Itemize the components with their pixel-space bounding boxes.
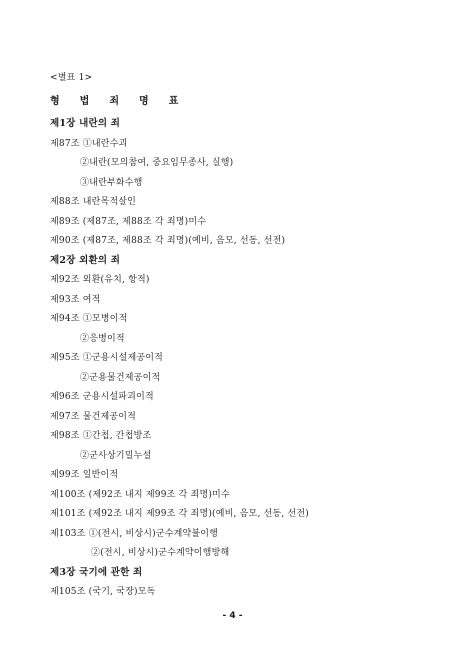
appendix-label: <별표 1>: [50, 73, 93, 83]
title-char: 형: [50, 96, 60, 107]
article-line: 제94조 ①모병이적: [50, 314, 128, 324]
title-char: 죄: [109, 96, 120, 107]
title-char: 법: [79, 96, 90, 107]
chapter-heading: 제3장 국기에 관한 죄: [50, 566, 143, 578]
article-line: ②내란(모의참여, 중요임무종사, 실행): [80, 158, 234, 168]
article-line: ③내란부화수행: [80, 177, 143, 188]
title-char: 명: [139, 96, 149, 107]
article-line: 제89조 (제87조, 제88조 각 죄명)미수: [50, 216, 207, 227]
article-line: ②군용물건제공이적: [80, 372, 161, 383]
article-line: ②군사상기밀누설: [80, 450, 152, 461]
article-line: 제88조 내란목적살인: [50, 197, 137, 207]
article-line: 제97조 물건제공이적: [50, 411, 137, 422]
article-line: ②응병이적: [80, 333, 125, 344]
article-line: 제93조 여적: [50, 294, 101, 305]
article-line: 제105조 (국기, 국장)모독: [50, 587, 156, 597]
article-line: 제101조 (제92조 내지 제99조 각 죄명)(예비, 음모, 선동, 선전): [50, 509, 309, 519]
chapter-heading: 제2장 외환의 죄: [50, 254, 121, 266]
article-line: 제98조 ①간첩, 간첩방조: [50, 431, 152, 441]
article-line: 제99조 일반이적: [50, 470, 119, 480]
document-title: [50, 96, 198, 108]
article-line: 제100조 (제92조 내지 제99조 각 죄명)미수: [50, 489, 230, 500]
article-line: ②(전시, 비상시)군수계약이행방해: [91, 548, 230, 558]
title-char: 표: [168, 96, 179, 107]
article-line: 제103조 ①(전시, 비상시)군수계약불이행: [50, 528, 219, 539]
article-line: 제96조 군용시설파괴이적: [50, 392, 154, 402]
article-line: 제95조 ①군용시설제공이적: [50, 353, 164, 363]
article-line: 제92조 외환(유치, 항적): [50, 275, 150, 285]
page-number: - 4 -: [222, 611, 243, 621]
chapter-heading: 제1장 내란의 죄: [50, 118, 121, 129]
article-line: 제87조 ①내란수괴: [50, 138, 128, 149]
article-line: 제90조 (제87조, 제88조 각 죄명)(예비, 음모, 선동, 선전): [50, 236, 286, 246]
